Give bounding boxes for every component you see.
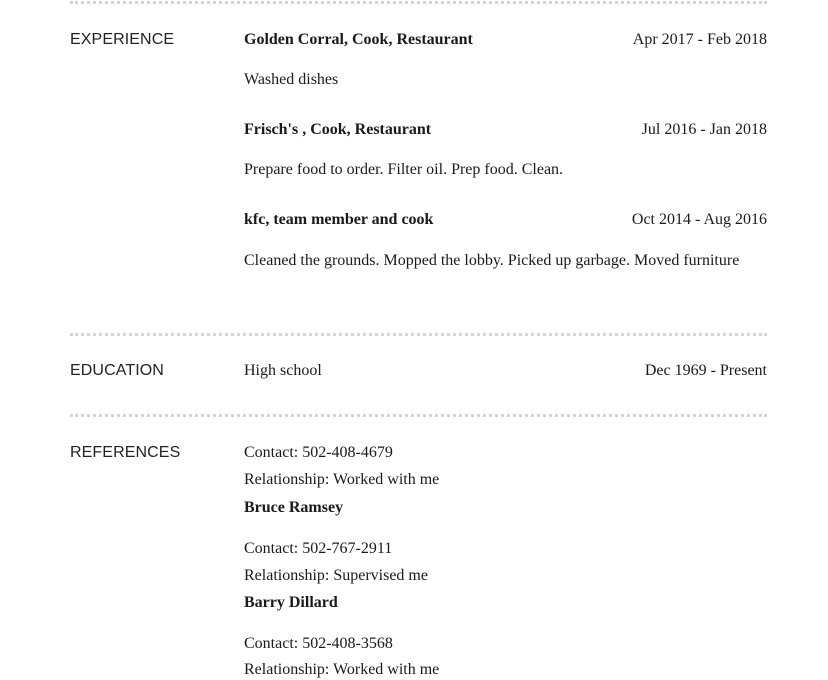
job-title: kfc, team member and cook — [244, 211, 434, 228]
reference-relationship: Relationship: Worked with me — [244, 471, 440, 488]
reference-relationship: Relationship: Worked with me — [244, 661, 440, 678]
education-entry — [244, 361, 767, 381]
reference-name: Bruce Ramsey — [244, 499, 344, 516]
job-entry-2 — [244, 120, 767, 140]
job-description: Prepare food to order. Filter oil. Prep food. Clean. — [244, 161, 564, 178]
section-divider — [70, 414, 767, 417]
job-dates: Jul 2016 - Jan 2018 — [641, 121, 767, 138]
job-dates: Apr 2017 - Feb 2018 — [632, 31, 767, 48]
job-entry-3 — [244, 210, 767, 230]
section-divider — [70, 333, 767, 336]
reference-contact: Contact: 502-767-2911 — [244, 540, 393, 557]
reference-contact: Contact: 502-408-4679 — [244, 444, 393, 461]
reference-name: Barry Dillard — [244, 594, 338, 611]
section-divider-top — [70, 1, 767, 4]
education-heading: EDUCATION — [70, 362, 164, 379]
references-heading: REFERENCES — [70, 444, 181, 461]
school-name: High school — [244, 362, 322, 379]
job-entry-1 — [244, 30, 767, 50]
job-description: Washed dishes — [244, 71, 339, 88]
job-title: Frisch's , Cook, Restaurant — [244, 121, 432, 138]
job-description: Cleaned the grounds. Mopped the lobby. Picked up garbage. Moved furniture — [244, 252, 740, 269]
reference-relationship: Relationship: Supervised me — [244, 567, 428, 584]
reference-contact: Contact: 502-408-3568 — [244, 635, 393, 652]
job-title: Golden Corral, Cook, Restaurant — [244, 31, 473, 48]
job-dates: Oct 2014 - Aug 2016 — [631, 211, 767, 228]
experience-heading: EXPERIENCE — [70, 31, 175, 48]
education-dates: Dec 1969 - Present — [644, 362, 767, 379]
